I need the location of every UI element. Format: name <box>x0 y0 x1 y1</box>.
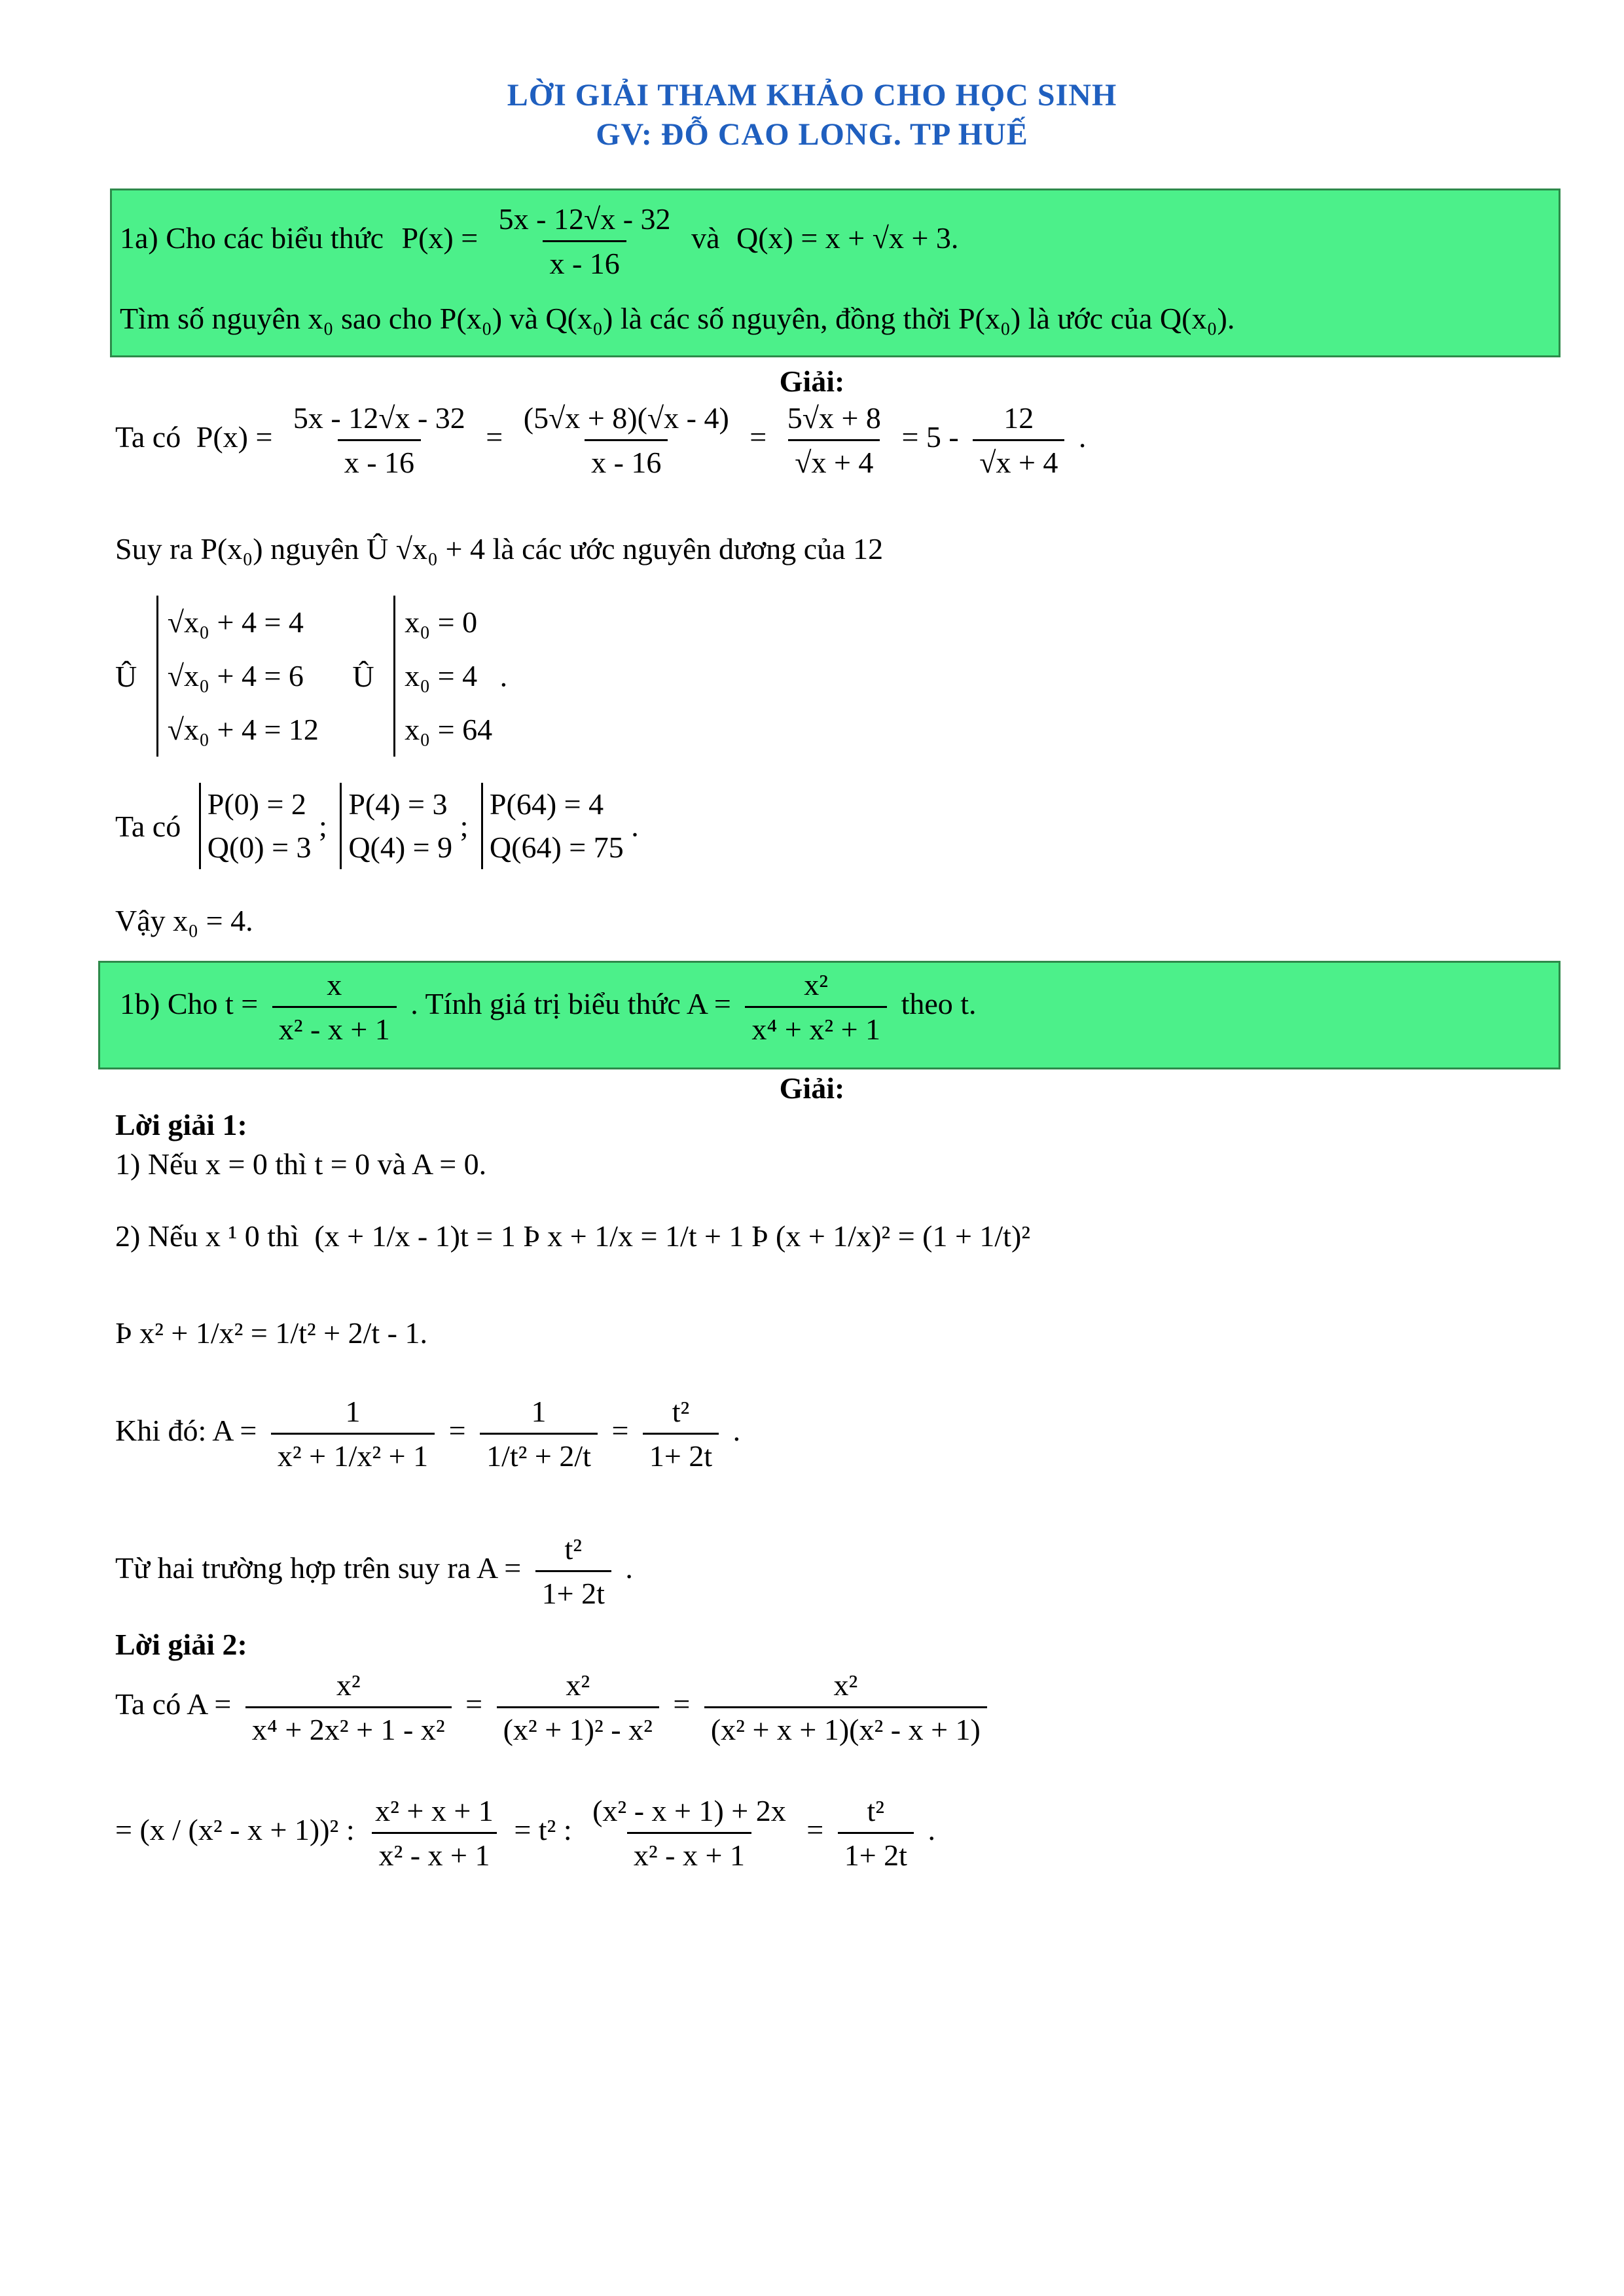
case-left-2: √x₀ + 4 = 6 <box>167 659 304 692</box>
check-group-1 <box>199 783 312 869</box>
step-2-line: Þ x² + 1/x² = 1/t² + 2/t - 1. <box>115 1316 428 1350</box>
lg2-fraction-1 <box>245 1668 452 1747</box>
t-fraction <box>272 967 397 1047</box>
equivalence-symbol-1: Û <box>115 659 137 693</box>
px-text: P(x) = <box>196 420 273 454</box>
sol-fraction-2 <box>517 401 736 480</box>
solution-label-1a: Giải: <box>779 365 845 398</box>
sol-fraction-3-num: 5√x + 8 <box>787 401 881 435</box>
khi-do-f2-den: 1/t² + 2/t <box>480 1433 598 1473</box>
t-numerator: x <box>327 968 342 1001</box>
header-line-1: LỜI GIẢI THAM KHẢO CHO HỌC SINH <box>507 78 1117 113</box>
loi-giai-1-label: Lời giải 1: <box>115 1108 247 1141</box>
lg2-l2-fraction-2 <box>586 1793 793 1873</box>
check-q64: Q(64) = 75 <box>489 831 624 864</box>
lg2-l2-mid: = t² : <box>514 1813 572 1847</box>
t-denominator: x² - x + 1 <box>272 1006 397 1047</box>
a-numerator: x² <box>804 968 829 1001</box>
lg2-l2-h-num: t² <box>867 1794 885 1827</box>
sol-fraction-1 <box>287 401 472 480</box>
p-denominator: x - 16 <box>543 240 626 281</box>
p-definition: P(x) = <box>401 221 478 255</box>
suy-ra-line: Suy ra P(x₀) nguyên Û √x₀ + 4 là các ước nguyên dương của 12 <box>115 532 884 565</box>
solution-label-1b: Giải: <box>779 1071 845 1105</box>
p-fraction <box>492 202 677 281</box>
check-p64: P(64) = 4 <box>489 787 604 821</box>
lg2-l2-fraction-1 <box>369 1793 500 1873</box>
tu-hai-fraction <box>535 1532 611 1611</box>
lg2-taco: Ta có A = <box>115 1687 232 1721</box>
case-right-2: x₀ = 4 <box>405 659 478 692</box>
lg2-line-2: = (x / (x² - x + 1))² : $\frac{\text{x² + x + 1}}{\text{x² - x + 1}}$ = t² : $\frac{\text{(x² - x + 1) + 2x}}{\text{x² - x + 1}}$ = $\frac{\text{t²}}{1+ 2t}$ . <box>115 1794 935 1872</box>
five-minus: = 5 - <box>901 420 959 454</box>
p-numerator: 5x - 12√x - 32 <box>498 202 671 236</box>
problem-1a-line-1 <box>120 202 958 281</box>
lg2-f2-den: (x² + 1)² - x² <box>497 1706 659 1747</box>
problem-1b-intro: 1b) Cho t = <box>120 987 259 1021</box>
sol-fraction-4 <box>973 401 1064 480</box>
tu-hai-line: Từ hai trường hợp trên suy ra A = $\frac{\text{t²}}{1+ 2t}$ . <box>115 1532 633 1610</box>
khi-do-f2-num: 1 <box>531 1395 547 1428</box>
case-1-text: 1) Nếu x = 0 thì t = 0 và A = 0. <box>115 1147 487 1181</box>
case-left-1: √x₀ + 4 = 4 <box>167 605 304 639</box>
lg2-line2-start: = (x / (x² - x + 1))² : <box>115 1813 355 1847</box>
lg2-l2-g-den: x² - x + 1 <box>627 1832 751 1873</box>
khi-do-label: Khi đó: A = <box>115 1414 257 1448</box>
lg2-fraction-2 <box>497 1668 659 1747</box>
sol-fraction-1-num: 5x - 12√x - 32 <box>293 401 465 435</box>
problem-1a-line-2: Tìm số nguyên x₀ sao cho P(x₀) và Q(x₀) là các số nguyên, đồng thời P(x₀) là ước của Q(x₀). <box>120 302 1235 335</box>
khi-do-f1-num: 1 <box>345 1395 361 1428</box>
lg2-fraction-3 <box>704 1668 987 1747</box>
a-fraction <box>745 967 887 1047</box>
case-2-line <box>115 1219 1030 1253</box>
lg2-f1-num: x² <box>336 1668 361 1702</box>
sol-fraction-1-den: x - 16 <box>338 439 421 480</box>
check-p4: P(4) = 3 <box>348 787 448 821</box>
case-system-left <box>156 596 319 757</box>
tu-hai-label: Từ hai trường hợp trên suy ra A = <box>115 1551 522 1585</box>
lg2-l2-h-den: 1+ 2t <box>838 1832 914 1873</box>
lg2-f2-num: x² <box>566 1668 590 1702</box>
khi-do-f1-den: x² + 1/x² + 1 <box>271 1433 435 1473</box>
check-label: Ta có <box>115 809 181 843</box>
case-right-3: x₀ = 64 <box>405 713 493 746</box>
lg2-l2-f-den: x² - x + 1 <box>372 1832 496 1873</box>
and-text: và <box>691 221 720 255</box>
check-p0: P(0) = 2 <box>207 787 306 821</box>
lg2-f3-den: (x² + x + 1)(x² - x + 1) <box>704 1706 987 1747</box>
check-q4: Q(4) = 9 <box>348 831 453 864</box>
khi-do-fraction-2 <box>480 1394 598 1473</box>
check-group-3 <box>481 783 624 869</box>
khi-do-fraction-1 <box>271 1394 435 1473</box>
problem-1b-line <box>120 967 977 1047</box>
lg2-l2-f-num: x² + x + 1 <box>375 1794 494 1827</box>
lg2-l2-g-num: (x² - x + 1) + 2x <box>592 1794 786 1827</box>
sol-fraction-4-den: √x + 4 <box>973 439 1064 480</box>
case-system: Û √x₀ + 4 = 4 √x₀ + 4 = 6 √x₀ + 4 = 12 Û x₀ = 0 x₀ = 4 x₀ = 64 . <box>115 596 507 757</box>
case-left-3: √x₀ + 4 = 12 <box>167 713 319 746</box>
a-denominator: x⁴ + x² + 1 <box>745 1006 887 1047</box>
lg2-f1-den: x⁴ + 2x² + 1 - x² <box>245 1706 452 1747</box>
loi-giai-2-label: Lời giải 2: <box>115 1628 247 1661</box>
header-line-2: GV: ĐỖ CAO LONG. TP HUẾ <box>596 117 1028 152</box>
sol-fraction-2-den: x - 16 <box>585 439 668 480</box>
problem-1b-end: theo t. <box>901 987 977 1021</box>
sol-fraction-3-den: √x + 4 <box>788 439 880 480</box>
taco-text: Ta có <box>115 420 181 454</box>
tu-hai-num: t² <box>564 1532 583 1566</box>
sol-fraction-2-num: (5√x + 8)(√x - 4) <box>523 401 729 435</box>
sol-1a-expansion: Ta có P(x) = $\frac{5x - 12√x - 32}{x - 16}$ = $\frac{(5√x + 8)(√x - 4)}{x - 16}$ = $\frac{5√x + 8}{√x + 4}$ = 5 - $\frac{12}{√x + 4}$ . <box>115 401 1087 479</box>
sol-fraction-3 <box>781 401 888 480</box>
equivalence-symbol-2: Û <box>352 659 374 693</box>
lg2-f3-num: x² <box>833 1668 858 1702</box>
khi-do-f3-den: 1+ 2t <box>643 1433 719 1473</box>
tu-hai-den: 1+ 2t <box>535 1570 611 1611</box>
khi-do-f3-num: t² <box>672 1395 690 1428</box>
conclusion-1a: Vậy x₀ = 4. <box>115 904 253 937</box>
lg2-line-1: Ta có A = $\frac{\text{x²}}{\text{x⁴ + 2x² + 1 - x²}}$ = $\frac{\text{x²}}{\text{(x² + 1)² - x²}}$ = $\frac{\text{x²}}{\text{(x² + x + 1)(x² - x + 1)}}$ <box>115 1668 994 1747</box>
khi-do-line: Khi đó: A = $\frac{1}{\text{x² + 1/x² + 1}}$ = $\frac{1}{\text{1/t² + 2/t}}$ = $\frac{\text{t²}}{1+ 2t}$ . <box>115 1395 741 1473</box>
case-2-expr: (x + 1/x - 1)t = 1 Þ x + 1/x = 1/t + 1 Þ (x + 1/x)² = (1 + 1/t)² <box>314 1219 1031 1253</box>
check-q0: Q(0) = 3 <box>207 831 312 864</box>
case-2-start: 2) Nếu x ¹ 0 thì <box>115 1219 299 1253</box>
lg2-l2-fraction-3 <box>838 1793 914 1873</box>
problem-1a-intro: 1a) Cho các biểu thức <box>120 221 384 255</box>
sol-fraction-4-num: 12 <box>1003 401 1034 435</box>
q-definition: Q(x) = x + √x + 3. <box>736 221 959 255</box>
case-system-right <box>393 596 492 757</box>
case-right-1: x₀ = 0 <box>405 605 478 639</box>
khi-do-fraction-3 <box>643 1394 719 1473</box>
check-group-2 <box>340 783 452 869</box>
problem-1b-mid: . Tính giá trị biểu thức A = <box>410 987 731 1021</box>
check-values: Ta có P(0) = 2 Q(0) = 3 ; P(4) = 3 Q(4) = 9 ; P(64) = 4 Q(64) = 75 . <box>115 783 639 869</box>
